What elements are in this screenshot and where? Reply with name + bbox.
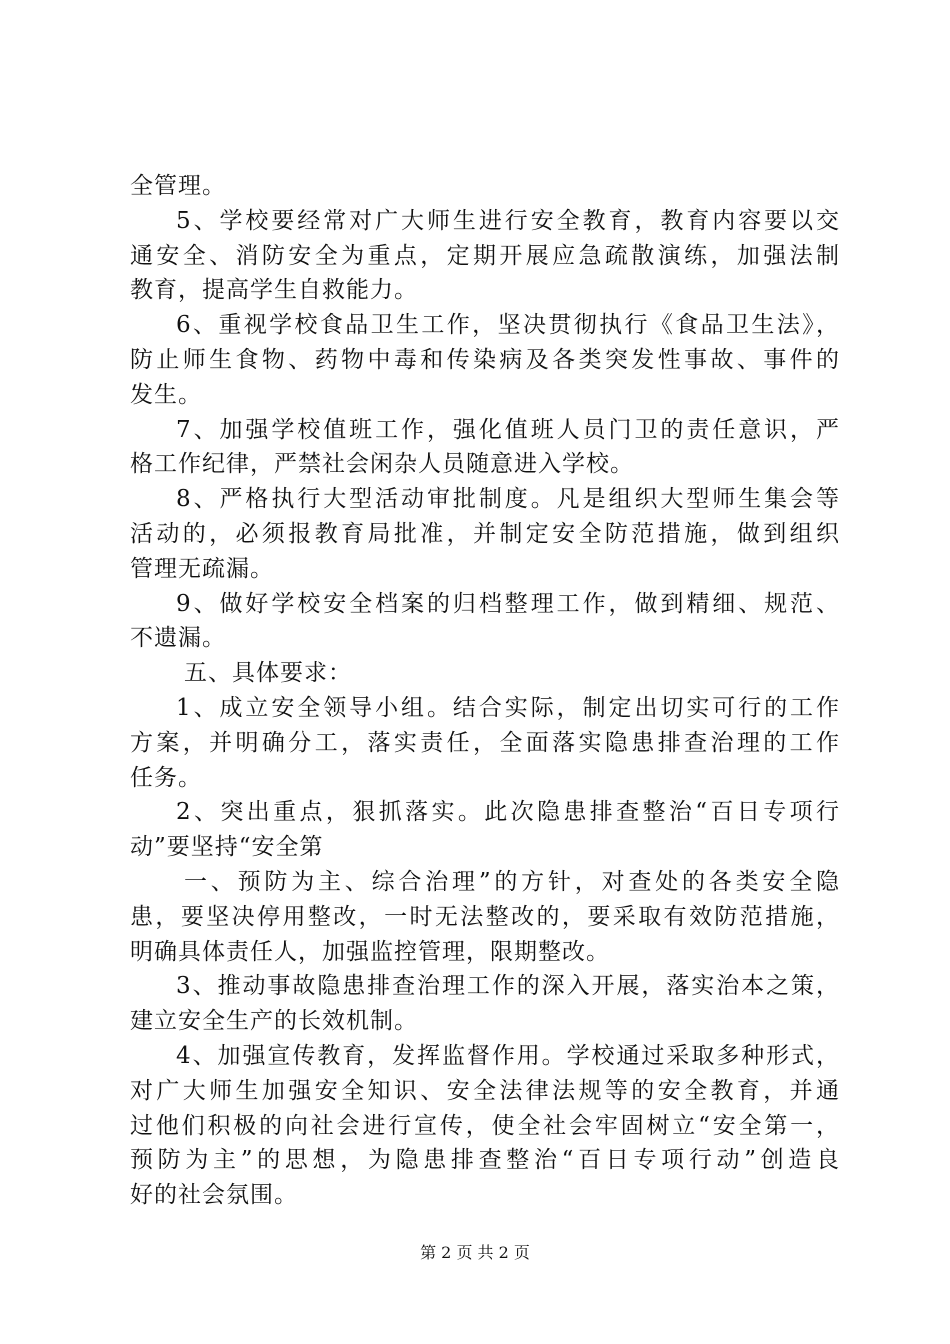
text-line: 患，要坚决停用整改，一时无法整改的，要采取有效防范措施， bbox=[130, 903, 840, 930]
text-line: 9、做好学校安全档案的归档整理工作，做到精细、规范、 bbox=[176, 590, 840, 617]
text-line: 活动的，必须报教育局批准，并制定安全防范措施，做到组织 bbox=[130, 520, 840, 547]
text-line: 管理无疏漏。 bbox=[130, 555, 274, 582]
document-body bbox=[130, 169, 840, 1213]
text-line: 对广大师生加强安全知识、安全法律法规等的安全教育，并通 bbox=[130, 1077, 840, 1104]
text-line: 防止师生食物、药物中毒和传染病及各类突发性事故、事件的 bbox=[130, 346, 840, 373]
text-line: 建立安全生产的长效机制。 bbox=[130, 1008, 418, 1035]
text-line: 不遗漏。 bbox=[130, 625, 226, 652]
text-line: 通安全、消防安全为重点，定期开展应急疏散演练，加强法制 bbox=[130, 242, 840, 269]
text-line: 教育，提高学生自救能力。 bbox=[130, 277, 418, 304]
text-line: 明确具体责任人，加强监控管理，限期整改。 bbox=[130, 938, 610, 965]
text-line: 6、重视学校食品卫生工作，坚决贯彻执行《食品卫生法》， bbox=[176, 312, 840, 339]
text-line: 2、突出重点，狠抓落实。此次隐患排查整治“百日专项行 bbox=[176, 799, 840, 826]
text-line: 动”要坚持“安全第 bbox=[130, 834, 324, 861]
section-heading: 五、具体要求： bbox=[184, 660, 352, 687]
text-line: 8、严格执行大型活动审批制度。凡是组织大型师生集会等 bbox=[176, 486, 840, 513]
text-line: 发生。 bbox=[130, 381, 202, 408]
text-line: 4、加强宣传教育，发挥监督作用。学校通过采取多种形式， bbox=[176, 1042, 840, 1069]
text-line: 过他们积极的向社会进行宣传，使全社会牢固树立“安全第一， bbox=[130, 1112, 840, 1139]
text-line: 5、学校要经常对广大师生进行安全教育，教育内容要以交 bbox=[176, 207, 840, 234]
text-line: 7、加强学校值班工作，强化值班人员门卫的责任意识，严 bbox=[176, 416, 840, 443]
text-line: 3、推动事故隐患排查治理工作的深入开展，落实治本之策， bbox=[176, 973, 840, 1000]
text-line: 一、预防为主、综合治理”的方针，对查处的各类安全隐 bbox=[184, 868, 840, 895]
text-line: 全管理。 bbox=[130, 173, 226, 199]
text-line: 任务。 bbox=[130, 764, 202, 791]
text-line: 1、成立安全领导小组。结合实际，制定出切实可行的工作 bbox=[176, 694, 840, 721]
text-line: 格工作纪律，严禁社会闲杂人员随意进入学校。 bbox=[130, 451, 634, 478]
text-line: 方案，并明确分工，落实责任，全面落实隐患排查治理的工作 bbox=[130, 729, 840, 756]
text-line: 好的社会氛围。 bbox=[130, 1182, 298, 1209]
text-line: 预防为主”的思想，为隐患排查整治“百日专项行动”创造良 bbox=[130, 1147, 840, 1174]
page-number-footer: 第 2 页 共 2 页 bbox=[420, 1243, 530, 1262]
